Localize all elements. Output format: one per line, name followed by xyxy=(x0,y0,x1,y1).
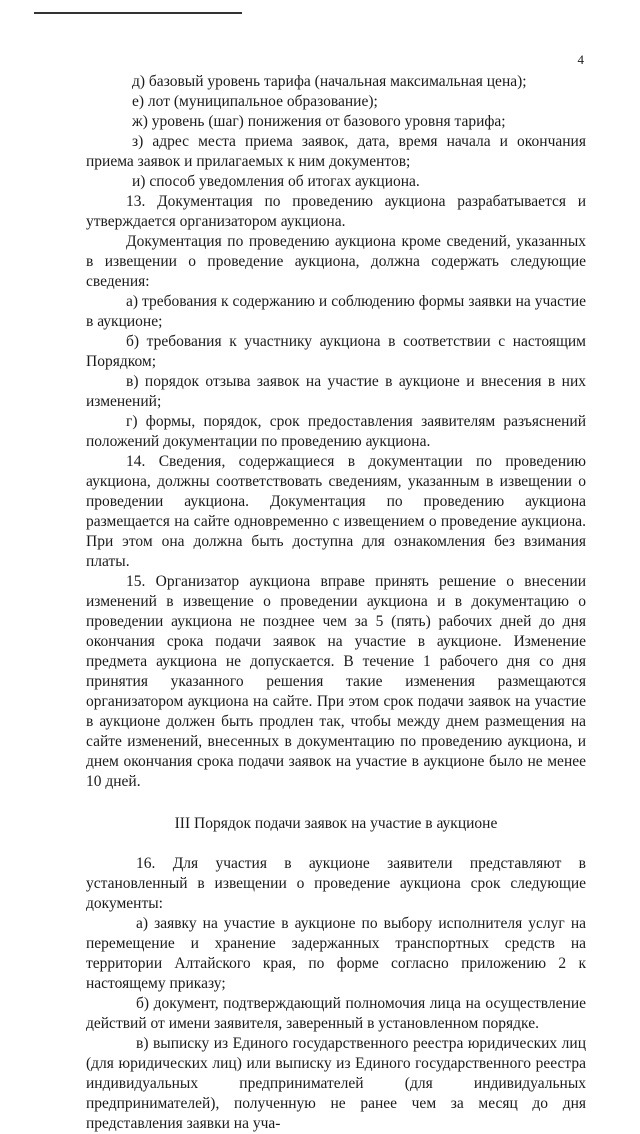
list-item: б) документ, подтверждающий полномочия лица на осуществление действий от имени заявителя, заверенный в установленном порядке. xyxy=(86,995,586,1032)
list-item: з) адрес места приема заявок, дата, время начала и окончания приема заявок и прилагаемых к ним документов; xyxy=(86,133,586,170)
list-item: в) выписку из Единого государственного реестра юридических лиц (для юридических лиц) или выписку из Единого государственного реестра индивидуальных предпринимателей (для индивидуальных предпринимателей), полученную не ранее чем за месяц до дня представления заявки на уча- xyxy=(86,1035,586,1132)
list-item: е) лот (муниципальное образование); xyxy=(132,93,378,110)
page-number: 4 xyxy=(577,52,584,67)
list-item: ж) уровень (шаг) понижения от базового уровня тарифа; xyxy=(132,113,506,130)
list-item: и) способ уведомления об итогах аукциона. xyxy=(132,173,420,190)
list-item: а) заявку на участие в аукционе по выбору исполнителя услуг на перемещение и хранение задержанных транспортных средств на территории Алтайского края, по форме согласно приложению 2 к настоящему приказу; xyxy=(86,915,586,992)
list-item: б) требования к участнику аукциона в соответствии с настоящим Порядком; xyxy=(86,333,586,370)
list-item: а) требования к содержанию и соблюдению формы заявки на участие в аукционе; xyxy=(86,293,586,330)
top-rule xyxy=(34,12,242,14)
section-heading: III Порядок подачи заявок на участие в аукционе xyxy=(174,815,498,832)
paragraph-doc-intro: Документация по проведению аукциона кроме сведений, указанных в извещении о проведение аукциона, должна содержать следующие сведения: xyxy=(86,233,586,290)
list-item: г) формы, порядок, срок предоставления заявителям разъяснений положений документации по проведению аукциона. xyxy=(86,413,586,450)
list-item: в) порядок отзыва заявок на участие в аукционе и внесения в них изменений; xyxy=(86,373,586,410)
document-body xyxy=(86,72,586,1134)
paragraph-13: 13. Документация по проведению аукциона разрабатывается и утверждается организатором аукциона. xyxy=(86,193,586,230)
list-item: д) базовый уровень тарифа (начальная максимальная цена); xyxy=(132,73,527,90)
paragraph-14: 14. Сведения, содержащиеся в документации по проведению аукциона, должны соответствовать сведениям, указанным в извещении о проведении аукциона. Документация по проведению аукциона размещается на сайте одновременно с извещением о проведение аукциона. При этом она должна быть доступна для ознакомления без взимания платы. xyxy=(86,453,586,570)
paragraph-16: 16. Для участия в аукционе заявители представляют в установленный в извещении о проведение аукциона срок следующие документы: xyxy=(86,855,586,912)
paragraph-15: 15. Организатор аукциона вправе принять решение о внесении изменений в извещение о проведении аукциона и в документацию о проведении аукциона не позднее чем за 5 (пять) рабочих дней до дня окончания срока подачи заявок на участие в аукционе. Изменение предмета аукциона не допускается. В течение 1 рабочего дня со дня принятия указанного решения такие изменения размещаются организатором аукциона на сайте. При этом срок подачи заявок на участие в аукционе должен быть продлен так, чтобы между днем размещения на сайте изменений, внесенных в документацию по проведению аукциона, и днем окончания срока подачи заявок на участие в аукционе было не менее 10 дней. xyxy=(86,573,586,790)
